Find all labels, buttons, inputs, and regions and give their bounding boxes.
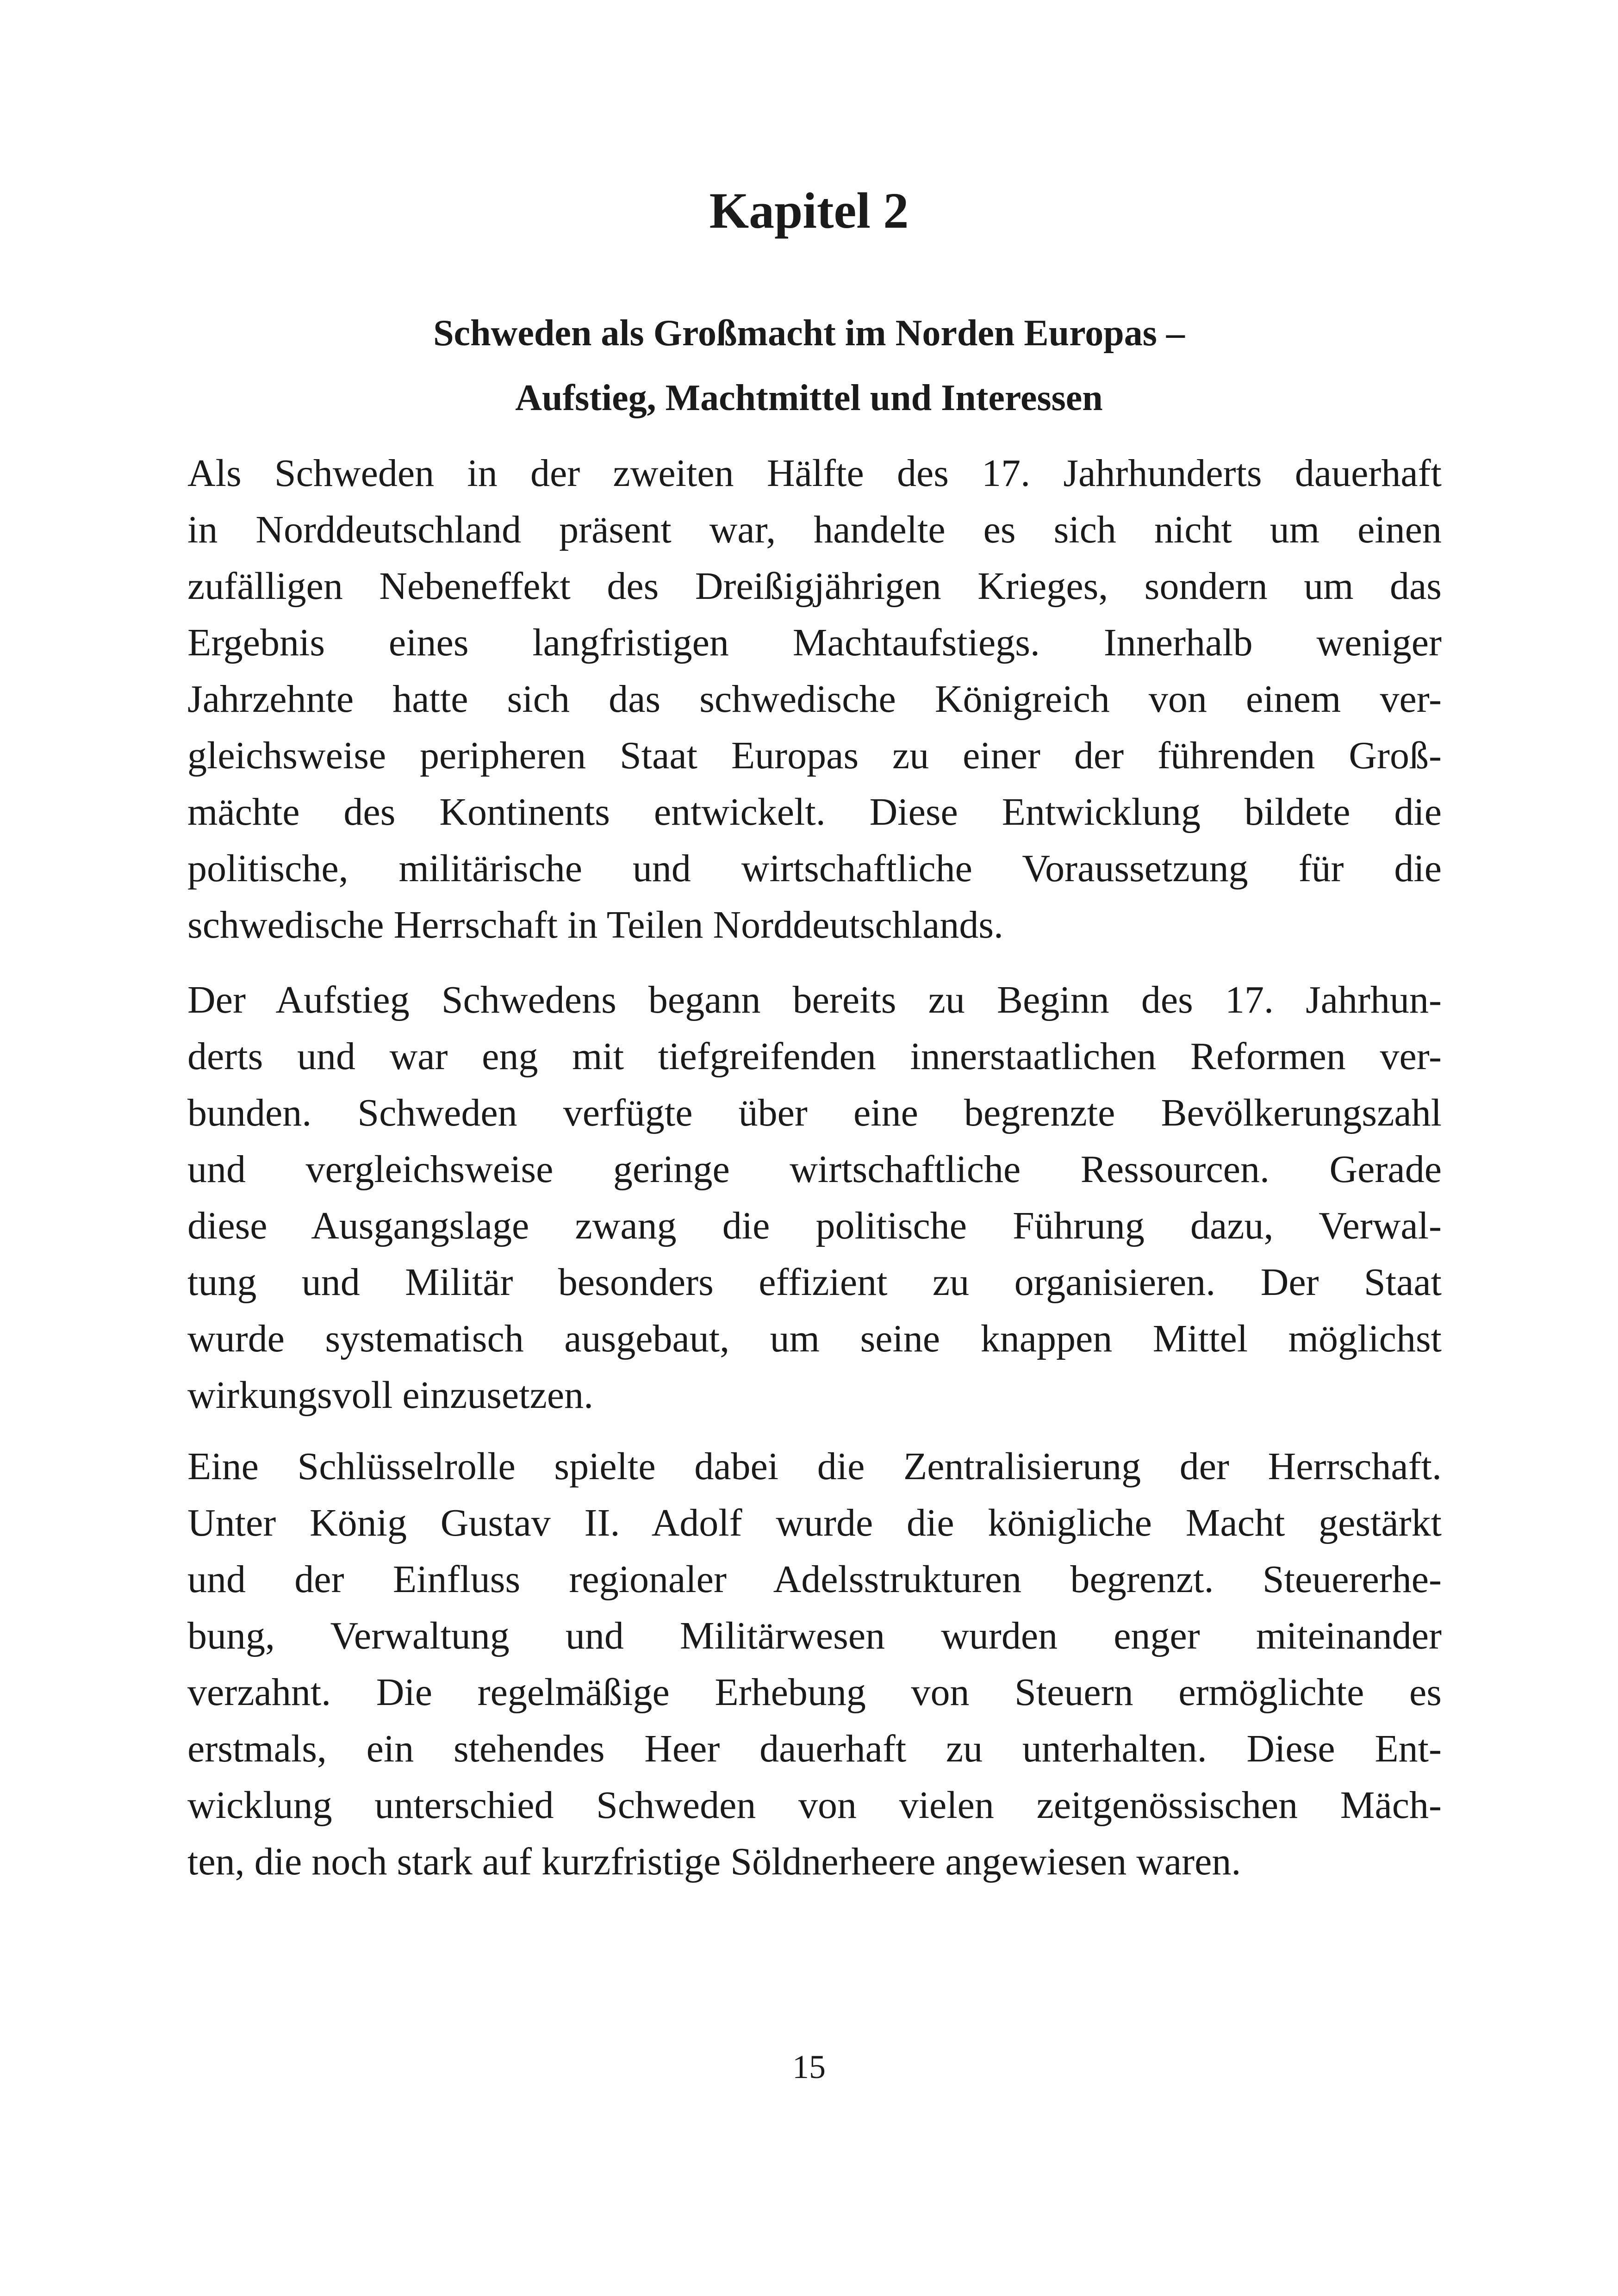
text-line: wurde systematisch ausgebaut, um seine knappen Mittel möglichst (187, 1317, 1442, 1360)
text-line: mächte des Kontinents entwickelt. Diese Entwicklung bildete die (187, 790, 1442, 834)
text-line: Eine Schlüsselrolle spielte dabei die Zentralisierung der Herrschaft. (187, 1445, 1442, 1488)
text-line: zufälligen Nebeneffekt des Dreißigjährigen Krieges, sondern um das (187, 565, 1442, 608)
text-line: Unter König Gustav II. Adolf wurde die königliche Macht gestärkt (187, 1501, 1442, 1544)
text-line: wicklung unterschied Schweden von vielen zeitgenössischen Mäch- (187, 1784, 1442, 1827)
chapter-subtitle (0, 301, 1618, 430)
text-line: schwedische Herrschaft in Teilen Norddeutschlands. (187, 903, 1004, 946)
subtitle-line: Aufstieg, Machtmittel und Interessen (515, 378, 1103, 418)
text-line: verzahnt. Die regelmäßige Erhebung von Steuern ermöglichte es (187, 1671, 1442, 1714)
text-line: bung, Verwaltung und Militärwesen wurden enger miteinander (187, 1614, 1442, 1657)
text-line: und vergleichsweise geringe wirtschaftliche Ressourcen. Gerade (187, 1148, 1442, 1191)
text-line: derts und war eng mit tiefgreifenden innerstaatlichen Reformen ver- (187, 1035, 1442, 1078)
text-line: bunden. Schweden verfügte über eine begrenzte Bevölkerungszahl (187, 1091, 1442, 1134)
chapter-title: Kapitel 2 (709, 182, 909, 239)
text-line: Jahrzehnte hatte sich das schwedische Königreich von einem ver- (187, 678, 1442, 721)
text-line: in Norddeutschland präsent war, handelte es sich nicht um einen (187, 508, 1442, 551)
paragraph (187, 1438, 1442, 1890)
text-line: politische, militärische und wirtschaftliche Voraussetzung für die (187, 847, 1442, 890)
page-number: 15 (792, 2048, 826, 2085)
text-line: und der Einfluss regionaler Adelsstrukturen begrenzt. Steuererhe- (187, 1558, 1442, 1601)
text-line: erstmals, ein stehendes Heer dauerhaft zu unterhalten. Diese Ent- (187, 1727, 1442, 1770)
text-line: tung und Militär besonders effizient zu organisieren. Der Staat (187, 1261, 1442, 1304)
text-line: Der Aufstieg Schwedens begann bereits zu Beginn des 17. Jahrhun- (187, 978, 1442, 1021)
text-line: Ergebnis eines langfristigen Machtaufstiegs. Innerhalb weniger (187, 621, 1442, 664)
text-line: wirkungsvoll einzusetzen. (187, 1374, 594, 1417)
text-line: ten, die noch stark auf kurzfristige Söldnerheere angewiesen waren. (187, 1840, 1241, 1883)
text-line: gleichsweise peripheren Staat Europas zu einer der führenden Groß- (187, 734, 1442, 777)
paragraph (187, 445, 1442, 953)
text-line: diese Ausgangslage zwang die politische Führung dazu, Verwal- (187, 1204, 1442, 1247)
subtitle-line: Schweden als Großmacht im Norden Europas – (433, 313, 1185, 354)
text-line: Als Schweden in der zweiten Hälfte des 17. Jahrhunderts dauerhaft (187, 452, 1442, 495)
paragraph (187, 972, 1442, 1424)
